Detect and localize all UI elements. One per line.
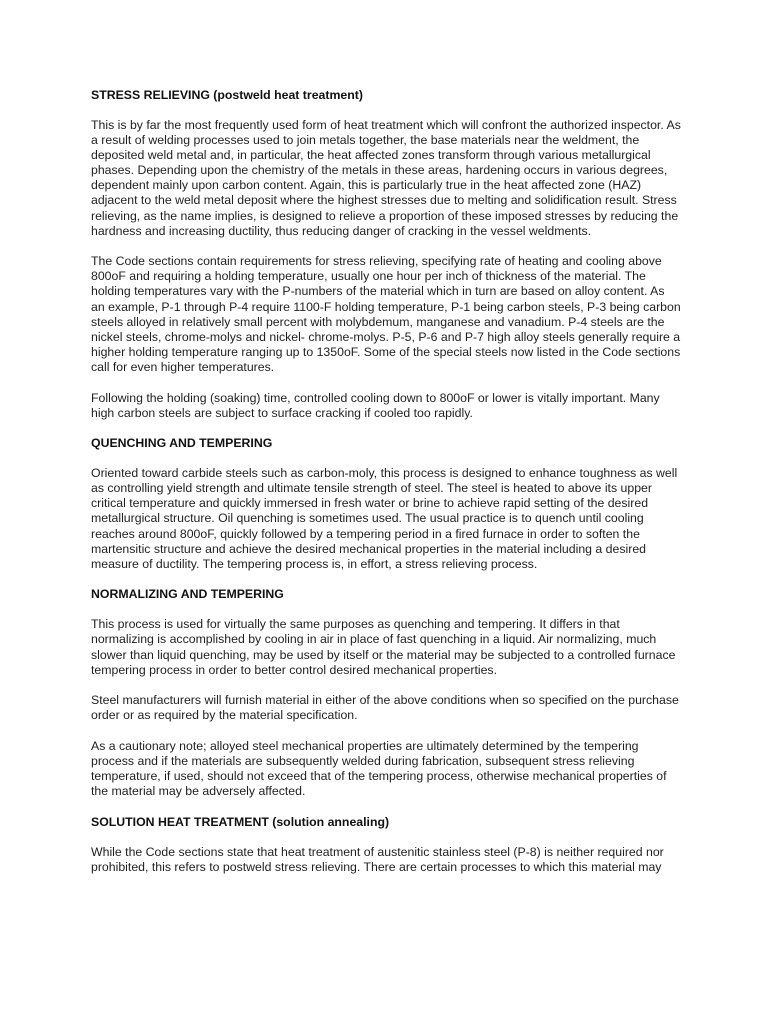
heading-solution-heat-treatment: SOLUTION HEAT TREATMENT (solution annealing) [91,814,390,829]
paragraph: The Code sections contain requirements for stress relieving, specifying rate of heating and cooling above 800oF and requiring a holding temperature, usually one hour per inch of thickness of the material. The holding temperatures vary with the P-numbers of the material which in turn are based on alloy content. As an example, P-1 through P-4 require 1100-F holding temperature, P-1 being carbon steels, P-3 being carbon steels alloyed in relatively small percent with molybdemum, manganese and vanadium. P-4 steels are the nickel steels, chrome-molys and nickel- chrome-molys. P-5, P-6 and P-7 high alloy steels generally require a higher holding temperature ranging up to 1350oF. Some of the special steels now listed in the Code sections call for even higher temperatures. [91,254,681,374]
paragraph: Steel manufacturers will furnish material in either of the above conditions when so specified on the purchase order or as required by the material specification. [91,693,679,723]
heading-stress-relieving: STRESS RELIEVING (postweld heat treatment) [91,88,363,102]
document-page [91,88,681,875]
paragraph: While the Code sections state that heat treatment of austenitic stainless steel (P-8) is neither required nor prohibited, this refers to postweld stress relieving. There are certain processes to which this material may [91,844,664,874]
heading-quenching-tempering: QUENCHING AND TEMPERING [91,436,273,451]
heading-normalizing-tempering: NORMALIZING AND TEMPERING [91,587,284,602]
paragraph: This is by far the most frequently used form of heat treatment which will confront the authorized inspector. As a result of welding processes used to join metals together, the base materials near the weldment, the deposited weld metal and, in particular, the heat affected zones transform through various metallurgical phases. Depending upon the chemistry of the metals in these areas, hardening occurs in various degrees, dependent mainly upon carbon content. Again, this is particularly true in the heat affected zone (HAZ) adjacent to the weld metal deposit where the highest stresses due to melting and solidification result. Stress relieving, as the name implies, is designed to relieve a proportion of these imposed stresses by reducing the hardness and increasing ductility, thus reducing danger of cracking in the vessel weldments. [91,118,681,238]
paragraph: As a cautionary note; alloyed steel mechanical properties are ultimately determined by the tempering process and if the materials are subsequently welded during fabrication, subsequent stress relieving temperature, if used, should not exceed that of the tempering process, otherwise mechanical properties of the material may be adversely affected. [91,738,667,799]
paragraph: Oriented toward carbide steels such as carbon-moly, this process is designed to enhance toughness as well as controlling yield strength and ultimate tensile strength of steel. The steel is heated to above its upper critical temperature and quickly immersed in fresh water or brine to achieve rapid setting of the desired metallurgical structure. Oil quenching is sometimes used. The usual practice is to quench until cooling reaches around 800oF, quickly followed by a tempering period in a fired furnace in order to soften the martensitic structure and achieve the desired mechanical properties in the material including a desired measure of ductility. The tempering process is, in effort, a stress relieving process. [91,466,678,571]
paragraph: This process is used for virtually the same purposes as quenching and tempering. It differs in that normalizing is accomplished by cooling in air in place of fast quenching in a liquid. Air normalizing, much slower than liquid quenching, may be used by itself or the material may be subjected to a controlled furnace tempering process in order to better control desired mechanical properties. [91,617,676,677]
paragraph: Following the holding (soaking) time, controlled cooling down to 800oF or lower is vitally important. Many high carbon steels are subject to surface cracking if cooled too rapidly. [91,390,660,420]
